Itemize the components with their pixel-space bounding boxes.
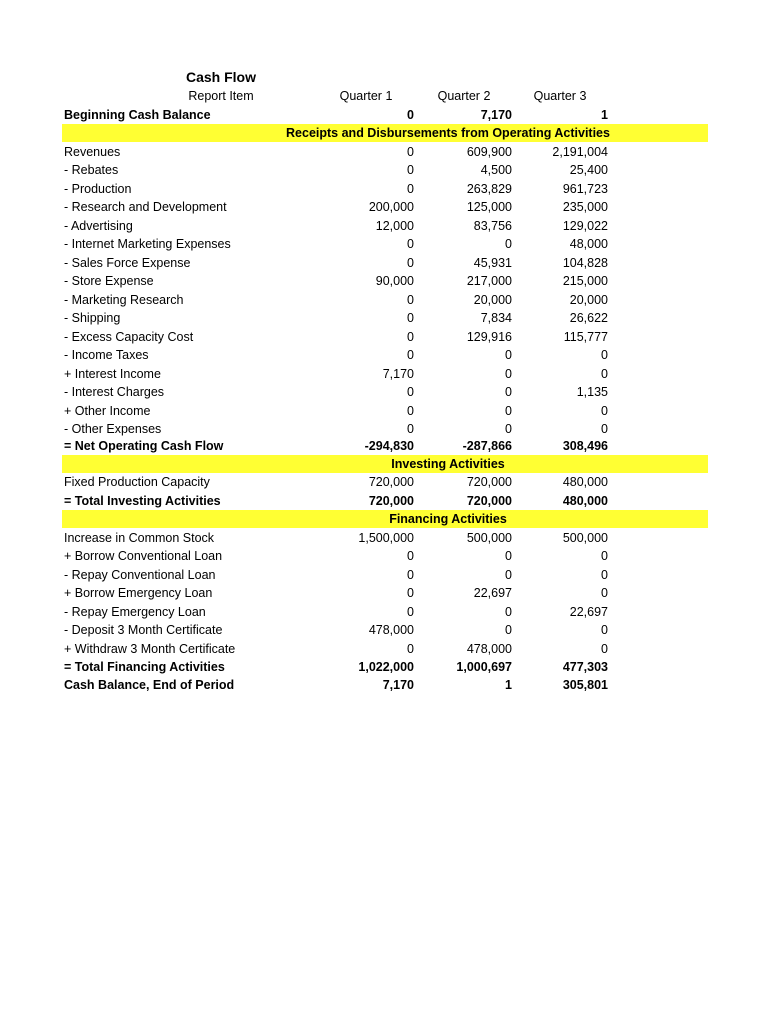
row-label: Revenues bbox=[64, 144, 121, 159]
net-operating-cash-flow-row bbox=[62, 437, 708, 455]
row-label: - Excess Capacity Cost bbox=[64, 329, 194, 344]
q1-value: 200,000 bbox=[368, 200, 414, 214]
section-title: Receipts and Disbursements from Operating Activities bbox=[286, 126, 610, 140]
q3-value: 104,828 bbox=[562, 255, 608, 270]
section-title: Financing Activities bbox=[389, 512, 507, 526]
q1-value: 0 bbox=[407, 181, 414, 196]
q3-value: 22,697 bbox=[569, 604, 608, 619]
line-item-row bbox=[62, 346, 708, 364]
row-label: - Marketing Research bbox=[64, 292, 184, 307]
quarter-2-header: Quarter 2 bbox=[437, 89, 491, 103]
q3-value: 0 bbox=[601, 567, 608, 582]
line-item-row bbox=[62, 198, 708, 216]
row-label: - Deposit 3 Month Certificate bbox=[64, 623, 223, 637]
report-title: Cash Flow bbox=[185, 69, 256, 85]
q2-value: 478,000 bbox=[466, 641, 512, 656]
row-label: - Repay Emergency Loan bbox=[64, 604, 206, 619]
q2-value: 0 bbox=[505, 366, 512, 381]
row-label: - Repay Conventional Loan bbox=[64, 567, 216, 582]
q2-value: 0 bbox=[505, 385, 512, 399]
q2-value: 0 bbox=[505, 604, 512, 619]
line-item-row bbox=[62, 328, 708, 346]
q2-value: 720,000 bbox=[466, 493, 512, 508]
row-label: - Rebates bbox=[64, 163, 119, 177]
line-item-row bbox=[62, 473, 708, 491]
row-label: - Interest Charges bbox=[64, 385, 165, 399]
q1-value: 720,000 bbox=[368, 493, 414, 508]
row-label: Fixed Production Capacity bbox=[64, 475, 210, 489]
q3-value: 961,723 bbox=[562, 181, 608, 196]
q2-value: -287,866 bbox=[462, 438, 512, 453]
q2-value: 609,900 bbox=[466, 144, 512, 159]
line-item-row bbox=[62, 365, 708, 383]
quarter-3-header: Quarter 3 bbox=[533, 89, 587, 103]
q3-value: 477,303 bbox=[562, 659, 608, 674]
q1-value: 7,170 bbox=[382, 366, 414, 381]
line-item-row bbox=[62, 143, 708, 161]
q3-value: 308,496 bbox=[562, 438, 608, 453]
operating-section-header bbox=[62, 124, 708, 142]
row-label: = Total Financing Activities bbox=[64, 659, 225, 674]
q2-value: 4,500 bbox=[480, 163, 512, 177]
q3-value: 0 bbox=[601, 586, 608, 600]
q1-value: 720,000 bbox=[368, 475, 414, 489]
ending-cash-balance-row bbox=[62, 676, 708, 694]
line-item-row bbox=[62, 161, 708, 179]
q1-value: 12,000 bbox=[375, 218, 414, 233]
q2-value: 0 bbox=[505, 348, 512, 362]
q2-value: 125,000 bbox=[466, 200, 512, 214]
line-item-row bbox=[62, 603, 708, 621]
q1-value: 0 bbox=[407, 144, 414, 159]
q2-value: 0 bbox=[505, 567, 512, 582]
q2-value: 500,000 bbox=[466, 530, 512, 545]
q3-value: 1,135 bbox=[576, 385, 608, 399]
q3-value: 26,622 bbox=[569, 311, 608, 325]
line-item-row bbox=[62, 235, 708, 253]
q1-value: 1,022,000 bbox=[358, 659, 414, 674]
q2-value: 7,170 bbox=[480, 107, 512, 122]
q3-value: 305,801 bbox=[562, 678, 608, 692]
q3-value: 0 bbox=[601, 403, 608, 418]
row-label: - Production bbox=[64, 181, 132, 196]
quarter-1-header: Quarter 1 bbox=[339, 89, 393, 103]
row-label: - Income Taxes bbox=[64, 348, 149, 362]
q3-value: 0 bbox=[601, 348, 608, 362]
q1-value: 0 bbox=[407, 329, 414, 344]
q1-value: 0 bbox=[407, 586, 414, 600]
q1-value: 0 bbox=[407, 107, 414, 122]
q1-value: 0 bbox=[407, 641, 414, 656]
q3-value: 20,000 bbox=[569, 292, 608, 307]
q1-value: 0 bbox=[407, 311, 414, 325]
row-label: + Borrow Conventional Loan bbox=[64, 549, 223, 563]
q3-value: 215,000 bbox=[562, 274, 608, 288]
row-label: - Research and Development bbox=[64, 200, 227, 214]
q2-value: 1 bbox=[505, 678, 512, 692]
line-item-row bbox=[62, 547, 708, 565]
row-label: Beginning Cash Balance bbox=[64, 107, 211, 122]
line-item-row bbox=[62, 217, 708, 235]
q1-value: 0 bbox=[407, 237, 414, 251]
row-label: = Net Operating Cash Flow bbox=[64, 438, 224, 453]
financing-section-header bbox=[62, 510, 708, 528]
line-item-row bbox=[62, 272, 708, 290]
report-item-header: Report Item bbox=[188, 89, 254, 103]
q2-value: 0 bbox=[505, 549, 512, 563]
row-label: - Internet Marketing Expenses bbox=[64, 237, 231, 251]
q2-value: 263,829 bbox=[466, 181, 512, 196]
row-label: - Other Expenses bbox=[64, 422, 162, 436]
q3-value: 235,000 bbox=[562, 200, 608, 214]
q2-value: 0 bbox=[505, 237, 512, 251]
line-item-row bbox=[62, 309, 708, 327]
beginning-cash-row bbox=[62, 106, 708, 124]
q1-value: 0 bbox=[407, 403, 414, 418]
line-item-row bbox=[62, 584, 708, 602]
q1-value: 0 bbox=[407, 567, 414, 582]
q3-value: 0 bbox=[601, 549, 608, 563]
line-item-row bbox=[62, 420, 708, 438]
q3-value: 0 bbox=[601, 623, 608, 637]
q1-value: -294,830 bbox=[364, 438, 414, 453]
investing-section-header bbox=[62, 455, 708, 473]
q1-value: 0 bbox=[407, 422, 414, 436]
q1-value: 0 bbox=[407, 549, 414, 563]
q3-value: 48,000 bbox=[569, 237, 608, 251]
line-item-row bbox=[62, 254, 708, 272]
q3-value: 129,022 bbox=[562, 218, 608, 233]
q1-value: 0 bbox=[407, 385, 414, 399]
section-title: Investing Activities bbox=[391, 457, 505, 471]
q2-value: 0 bbox=[505, 422, 512, 436]
line-item-row bbox=[62, 383, 708, 401]
q3-value: 0 bbox=[601, 641, 608, 656]
q1-value: 0 bbox=[407, 255, 414, 270]
q3-value: 500,000 bbox=[562, 530, 608, 545]
row-label: - Sales Force Expense bbox=[64, 255, 191, 270]
q3-value: 1 bbox=[601, 107, 608, 122]
row-label: + Borrow Emergency Loan bbox=[64, 586, 213, 600]
q2-value: 0 bbox=[505, 403, 512, 418]
q3-value: 480,000 bbox=[562, 493, 608, 508]
q1-value: 0 bbox=[407, 348, 414, 362]
q2-value: 1,000,697 bbox=[456, 659, 512, 674]
q3-value: 480,000 bbox=[562, 475, 608, 489]
q3-value: 0 bbox=[601, 422, 608, 436]
q2-value: 0 bbox=[505, 623, 512, 637]
row-label: + Withdraw 3 Month Certificate bbox=[64, 641, 236, 656]
line-item-row bbox=[62, 566, 708, 584]
q3-value: 25,400 bbox=[569, 163, 608, 177]
row-label: - Store Expense bbox=[64, 274, 154, 288]
line-item-row bbox=[62, 402, 708, 420]
q2-value: 83,756 bbox=[473, 218, 512, 233]
q1-value: 0 bbox=[407, 292, 414, 307]
q2-value: 217,000 bbox=[466, 274, 512, 288]
row-label: Cash Balance, End of Period bbox=[64, 678, 235, 692]
total-financing-row bbox=[62, 658, 708, 676]
q1-value: 7,170 bbox=[382, 678, 414, 692]
line-item-row bbox=[62, 291, 708, 309]
q3-value: 0 bbox=[601, 366, 608, 381]
line-item-row bbox=[62, 529, 708, 547]
row-label: + Interest Income bbox=[64, 366, 161, 381]
q2-value: 45,931 bbox=[473, 255, 512, 270]
q2-value: 7,834 bbox=[480, 311, 512, 325]
line-item-row bbox=[62, 621, 708, 639]
row-label: Increase in Common Stock bbox=[64, 530, 215, 545]
q2-value: 720,000 bbox=[466, 475, 512, 489]
row-label: - Shipping bbox=[64, 311, 121, 325]
column-header-row bbox=[62, 87, 708, 105]
total-investing-row bbox=[62, 492, 708, 510]
q1-value: 90,000 bbox=[375, 274, 414, 288]
line-item-row bbox=[62, 180, 708, 198]
q2-value: 20,000 bbox=[473, 292, 512, 307]
q1-value: 478,000 bbox=[368, 623, 414, 637]
row-label: - Advertising bbox=[64, 218, 133, 233]
q1-value: 0 bbox=[407, 604, 414, 619]
q2-value: 129,916 bbox=[466, 329, 512, 344]
q3-value: 2,191,004 bbox=[552, 144, 608, 159]
row-label: = Total Investing Activities bbox=[64, 493, 221, 508]
q1-value: 0 bbox=[407, 163, 414, 177]
q1-value: 1,500,000 bbox=[358, 530, 414, 545]
line-item-row bbox=[62, 640, 708, 658]
q3-value: 115,777 bbox=[563, 329, 608, 344]
row-label: + Other Income bbox=[64, 403, 151, 418]
q2-value: 22,697 bbox=[473, 586, 512, 600]
